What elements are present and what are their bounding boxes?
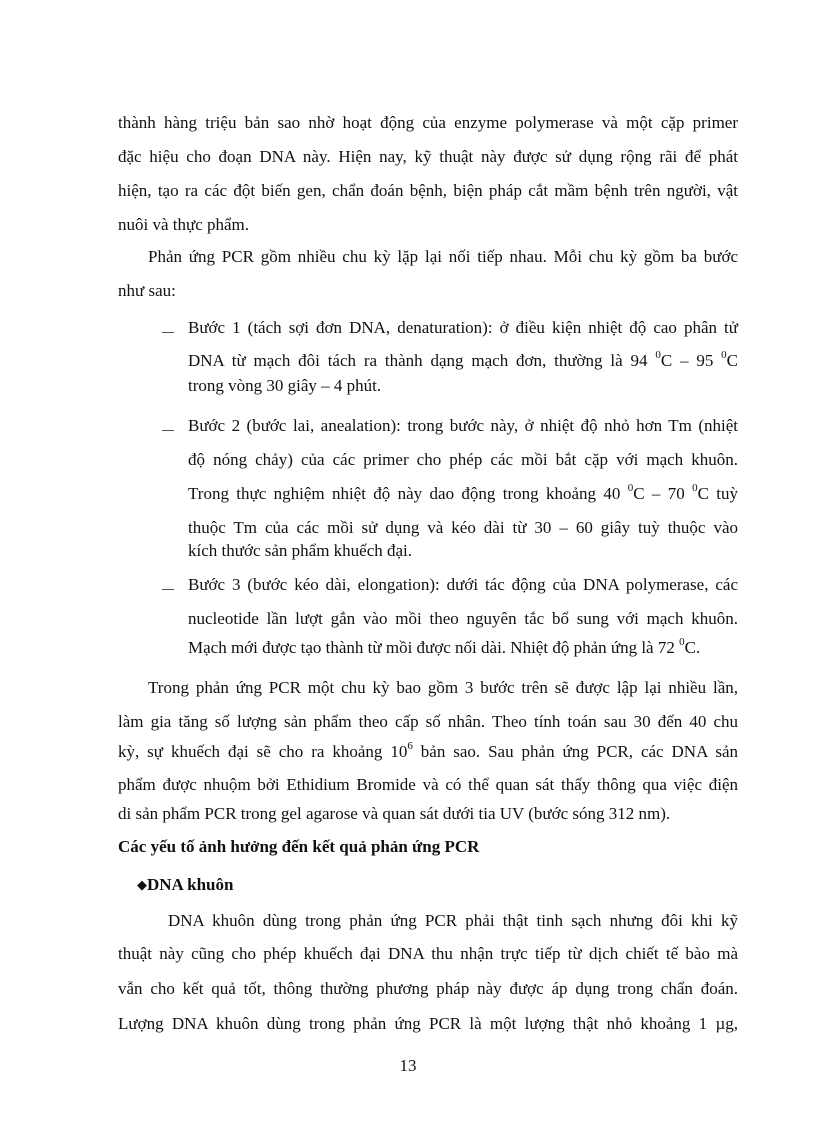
page-number: 13 — [399, 1056, 417, 1075]
list-bullet-icon — [162, 332, 174, 334]
paragraph-line: nuôi và thực phẩm. — [118, 215, 250, 234]
list-item-step2-line: thuộc Tm của các mồi sử dụng và kéo dài từ 30 – 60 giây tuỳ thuộc vào — [188, 518, 738, 537]
subsection-heading: ◆DNA khuôn — [137, 875, 234, 894]
paragraph-line: vẫn cho kết quả tốt, thông thường phương pháp này được áp dụng trong chẩn đoán. — [118, 979, 738, 998]
list-bullet-icon — [162, 589, 174, 591]
paragraph-line: Phản ứng PCR gồm nhiều chu kỳ lặp lại nối tiếp nhau. Mỗi chu kỳ gồm ba bước — [148, 247, 738, 266]
paragraph-line: như sau: — [118, 281, 176, 300]
paragraph-line: phẩm được nhuộm bởi Ethidium Bromide và có thể quan sát thấy thông qua việc điện — [118, 775, 738, 794]
list-item-step3-line: Mạch mới được tạo thành từ mồi được nối dài. Nhiệt độ phản ứng là 72 $^0$C. — [188, 636, 701, 657]
list-item-step2-line: Bước 2 (bước lai, anealation): trong bước này, ở nhiệt độ nhỏ hơn Tm (nhiệt — [188, 416, 738, 435]
paragraph-line: di sản phẩm PCR trong gel agarose và quan sát dưới tia UV (bước sóng 312 nm). — [118, 804, 671, 823]
paragraph-line: đặc hiệu cho đoạn DNA này. Hiện nay, kỹ thuật này được sử dụng rộng rãi để phát — [118, 147, 738, 166]
paragraph-line: hiện, tạo ra các đột biến gen, chẩn đoán bệnh, biện pháp cắt mầm bệnh trên người, vật — [118, 181, 738, 200]
list-item-step2-line: Trong thực nghiệm nhiệt độ này dao động trong khoảng 40 $^0$C – 70 $^0$C tuỳ — [188, 482, 738, 503]
list-item-step3-line: Bước 3 (bước kéo dài, elongation): dưới tác động của DNA polymerase, các — [188, 575, 738, 594]
paragraph-line: DNA khuôn dùng trong phản ứng PCR phải thật tinh sạch nhưng đôi khi kỹ — [168, 911, 738, 930]
list-item-step1-line: DNA từ mạch đôi tách ra thành dạng mạch đơn, thường là 94 $^0$C – 95 $^0$C — [188, 349, 738, 370]
diamond-bullet-icon: ◆ — [137, 878, 147, 893]
list-item-step2-line: kích thước sản phẩm khuếch đại. — [188, 541, 413, 560]
paragraph-line: Lượng DNA khuôn dùng trong phản ứng PCR là một lượng thật nhỏ khoảng 1 µg, — [118, 1014, 738, 1033]
list-item-step3-line: nucleotide lần lượt gắn vào mồi theo nguyên tắc bổ sung với mạch khuôn. — [188, 609, 738, 628]
list-bullet-icon — [162, 430, 174, 432]
paragraph-line: thành hàng triệu bản sao nhờ hoạt động của enzyme polymerase và một cặp primer — [118, 113, 738, 132]
list-item-step1-line: trong vòng 30 giây – 4 phút. — [188, 376, 382, 395]
paragraph-line: Trong phản ứng PCR một chu kỳ bao gồm 3 bước trên sẽ được lập lại nhiều lần, — [148, 678, 738, 697]
paragraph-line: làm gia tăng số lượng sản phẩm theo cấp số nhân. Theo tính toán sau 30 đến 40 chu — [118, 712, 738, 731]
paragraph-line: kỳ, sự khuếch đại sẽ cho ra khoảng $10^6$ bản sao. Sau phản ứng PCR, các DNA sản — [118, 740, 738, 761]
section-heading: Các yếu tố ảnh hưởng đến kết quả phản ứng PCR — [118, 837, 480, 856]
list-item-step2-line: độ nóng chảy) của các primer cho phép các mồi bắt cặp với mạch khuôn. — [188, 450, 738, 469]
paragraph-line: thuật này cũng cho phép khuếch đại DNA thu nhận trực tiếp từ dịch chiết tế bào mà — [118, 944, 738, 963]
list-item-step1-line: Bước 1 (tách sợi đơn DNA, denaturation): ở điều kiện nhiệt độ cao phân tử — [188, 318, 738, 337]
